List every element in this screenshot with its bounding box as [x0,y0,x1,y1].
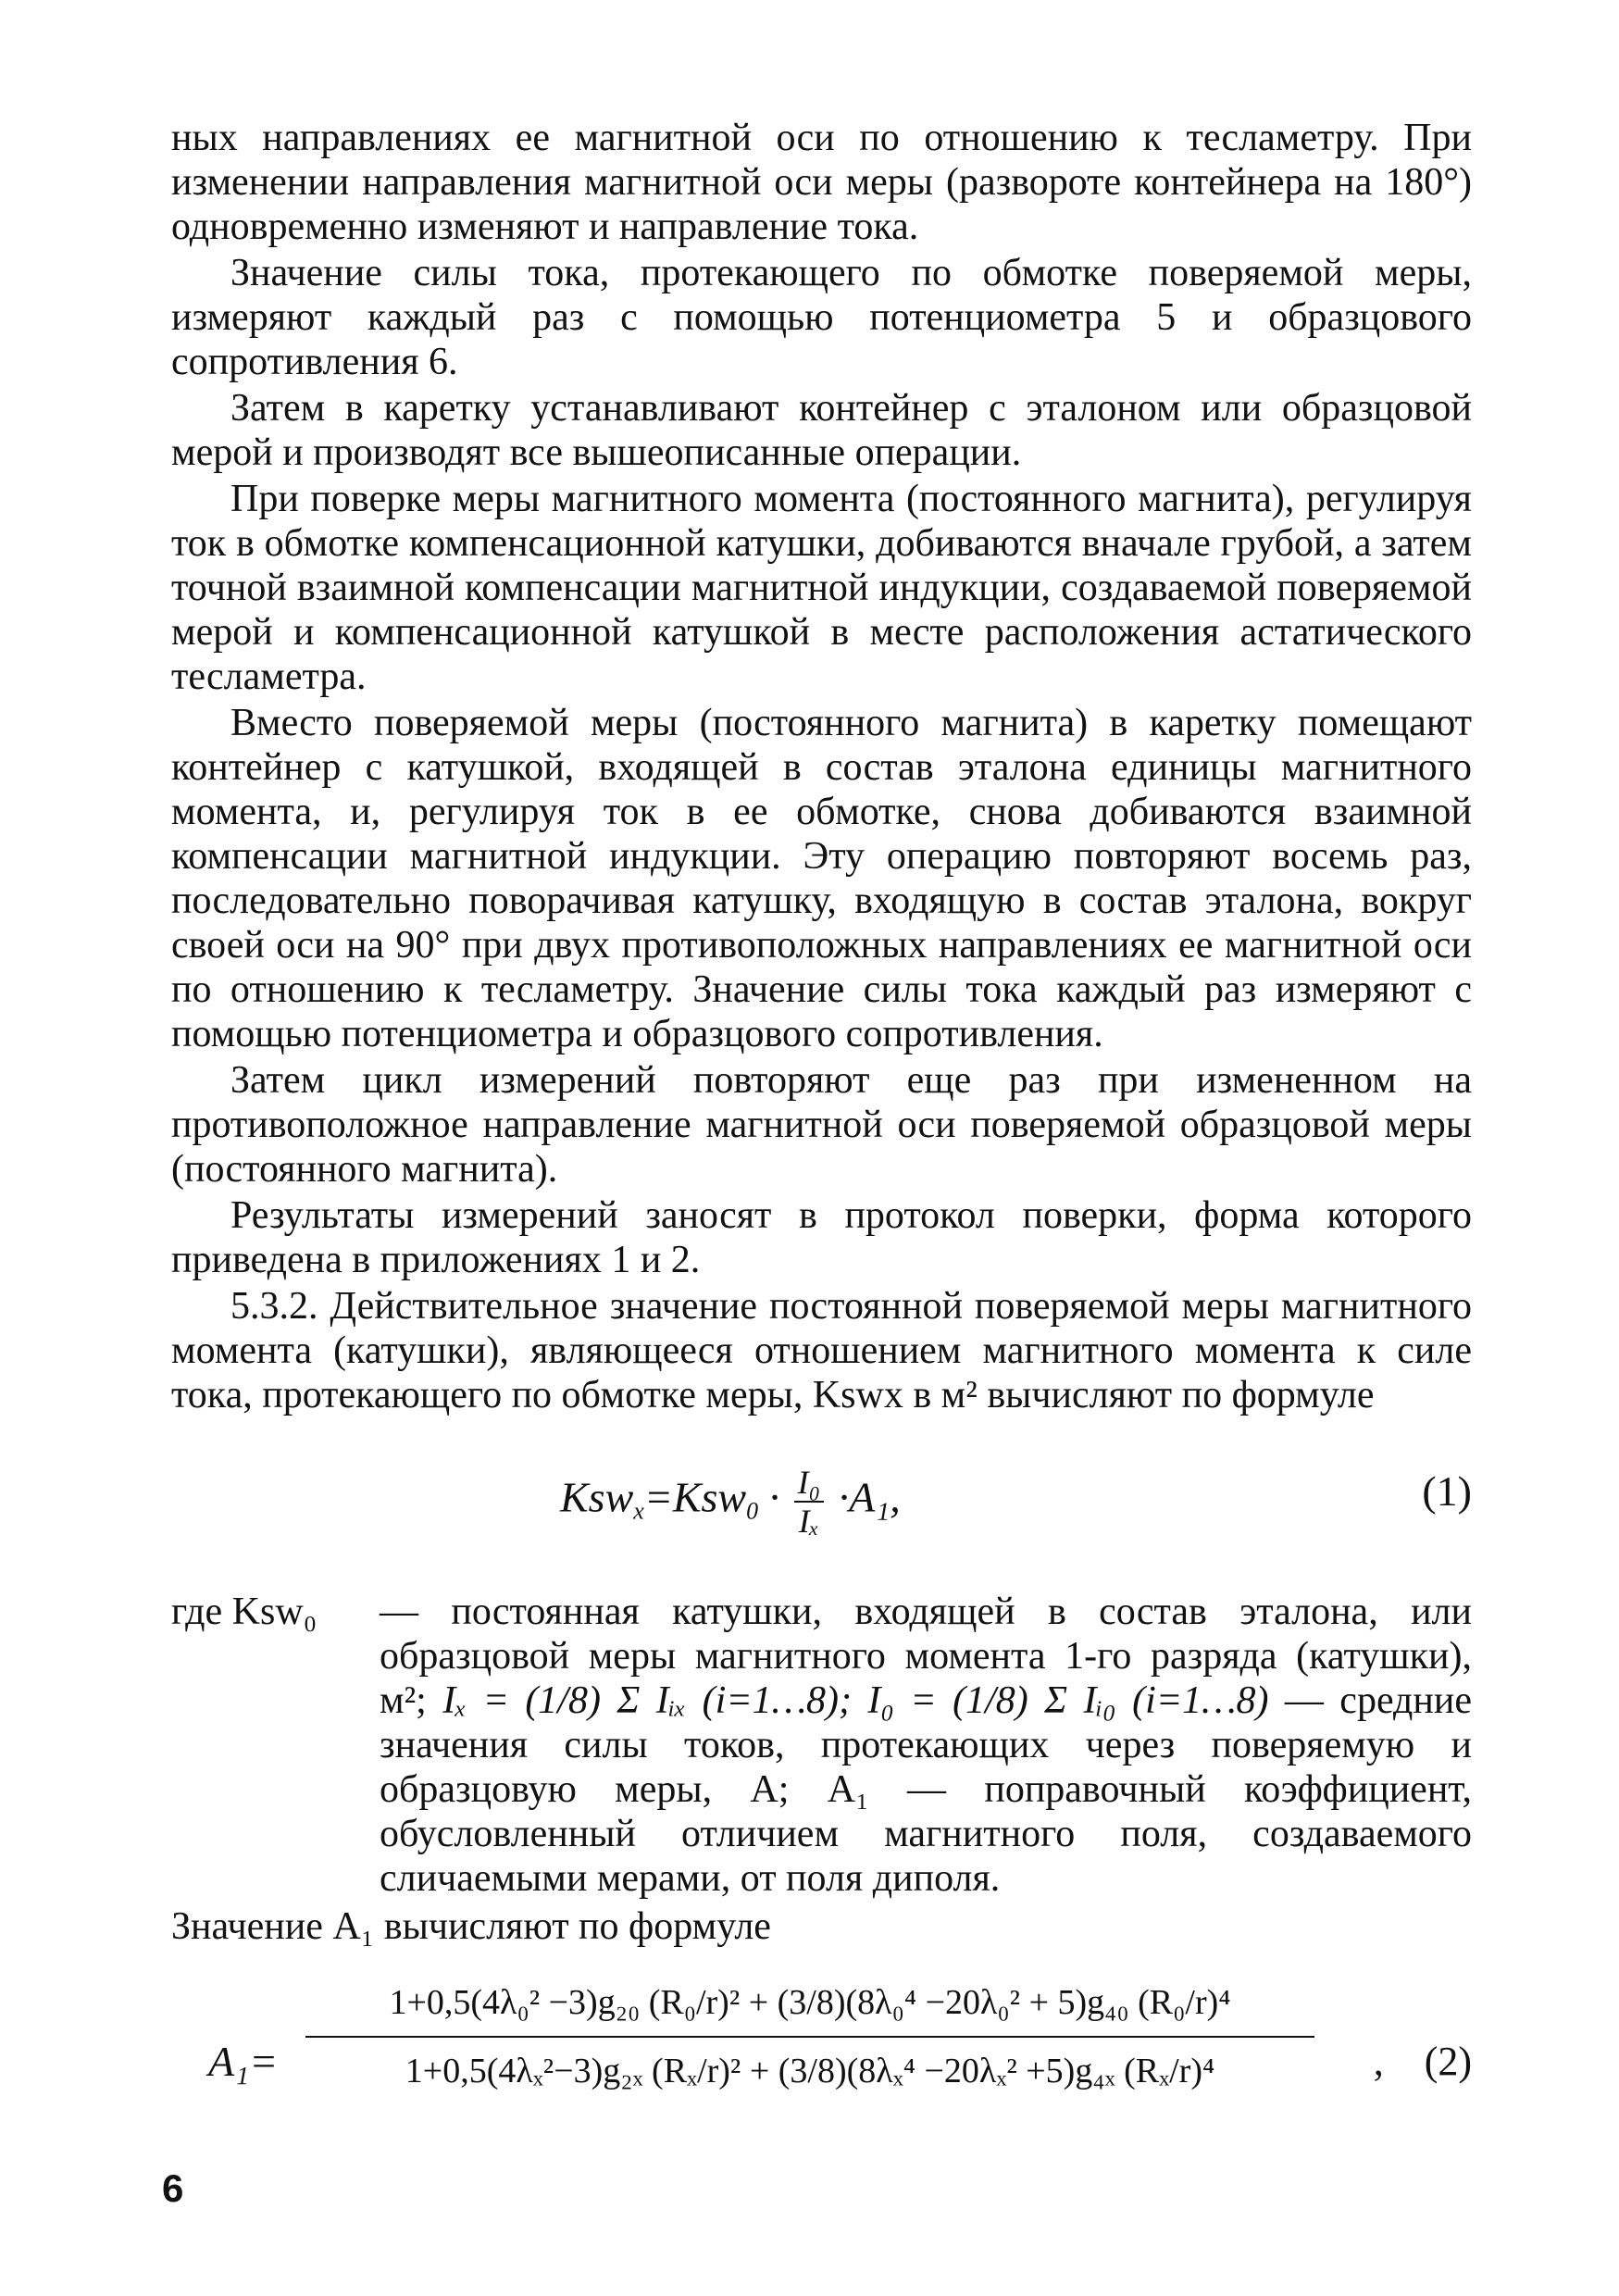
where-text-1: — постоянная катушки, входящей в состав эталона, или образцовой меры магнитного момента 1-го разряда (катушки), м²; [380,1591,1472,1722]
formula-1-expression [560,1464,901,1540]
formula-1-eq: =Ksw [643,1473,747,1521]
where-block [171,1590,1472,1901]
where-text-2: — средние значения силы токов, протекающих через поверяемую и образцовую меры, А; A₁ — поправочный коэффициент, обусловленный отличием магнитного поля, создаваемого сличаемыми мерами, от поля диполя. [380,1679,1473,1900]
formula-2-lhs: A₁= [208,2038,279,2085]
formula-1-fraction [794,1464,825,1540]
formula-2-numerator: 1+0,5(4λ₀² −3)g₂₀ (R₀/r)² + (3/8)(8λ₀⁴ −20λ₀² + 5)g₄₀ (R₀/r)⁴ [305,1980,1314,2038]
where-sum-x: Iₓ = (1/8) Σ Iᵢₓ (i=1…8); [442,1679,852,1722]
formula-2-label: (2) [1424,2039,1472,2084]
formula-1-rhs-sub: 0 [746,1497,759,1525]
formula-1-number: (1) [1422,1467,1472,1515]
a1-intro: Значение A₁ вычисляют по формуле [171,1905,771,1948]
where-body [380,1590,1472,1901]
paragraph-8: 5.3.2. Действительное значение постоянной поверяемой меры магнитного момента (катушки), являющееся отношением магнитного момента к силе тока, протекающего по обмотке меры, Kswx в м² вычисляют по формуле [171,1285,1472,1416]
paragraph-2: Значение силы тока, протекающего по обмотке поверяемой меры, измеряют каждый раз с помощью потенциометра 5 и образцового сопротивления 6. [171,252,1472,383]
paragraph-5: Вместо поверяемой меры (постоянного магнита) в каретку помещают контейнер с катушкой, входящей в состав эталона единицы магнитного момента, и, регулируя ток в ее обмотке, снова добиваются взаимной компенсации магнитной индукции. Эту операцию повторяют восемь раз, последовательно поворачивая катушку, входящую в состав эталона, вокруг своей оси на 90° при двух противоположных направлениях ее магнитной оси по отношению к тесламетру. Значение силы тока каждый раз измеряют с помощью потенциометра и образцового сопротивления. [171,702,1472,1055]
paragraph-7: Результаты измерений заносят в протокол поверки, форма которого приведена в приложениях 1 и 2. [171,1194,1472,1281]
formula-1-numerator: I₀ [794,1464,825,1503]
formula-1-lhs-sub: x [633,1497,644,1525]
paragraph-6: Затем цикл измерений повторяют еще раз при измененном на противоположное направление магнитной оси поверяемой образцовой меры (постоянного магнита). [171,1059,1472,1191]
page-number: 6 [162,2166,184,2210]
formula-1-tail: ·A₁, [838,1473,901,1521]
paragraph-1: ных направлениях ее магнитной оси по отношению к тесламетру. При изменении направления магнитной оси меры (развороте контейнера на 180°) одновременно изменяют и направление тока. [171,117,1472,248]
where-lead: где Ksw₀ [171,1591,318,1633]
page-body [171,116,1472,2165]
formula-2-denominator: 1+0,5(4λₓ²−3)g₂ₓ (Rₓ/r)² + (3/8)(8λₓ⁴ −20λₓ² +5)g₄ₓ (Rₓ/r)⁴ [405,2052,1215,2090]
formula-2-number [1374,2040,1472,2084]
formula-1-lhs: Ksw [560,1473,634,1521]
formula-2 [171,1971,1472,2165]
paragraph-3: Затем в каретку устанавливают контейнер с эталоном или образцовой мерой и производят все вышеописанные операции. [171,387,1472,474]
formula-2-fraction [305,1980,1314,2093]
where-sum-0: I₀ = (1/8) Σ Iᵢ₀ (i=1…8) [867,1679,1269,1722]
paragraph-4: При поверке меры магнитного момента (постоянного магнита), регулируя ток в обмотке компенсационной катушки, добиваются вначале грубой, а затем точной взаимной компенсации магнитной индукции, создаваемой поверяемой мерой и компенсационной катушкой в месте расположения астатического тесламетра. [171,478,1472,698]
formula-1 [171,1436,1472,1575]
formula-1-denominator: Iₓ [798,1503,819,1540]
formula-1-dot: · [768,1473,780,1521]
formula-2-comma: , [1373,2039,1384,2084]
